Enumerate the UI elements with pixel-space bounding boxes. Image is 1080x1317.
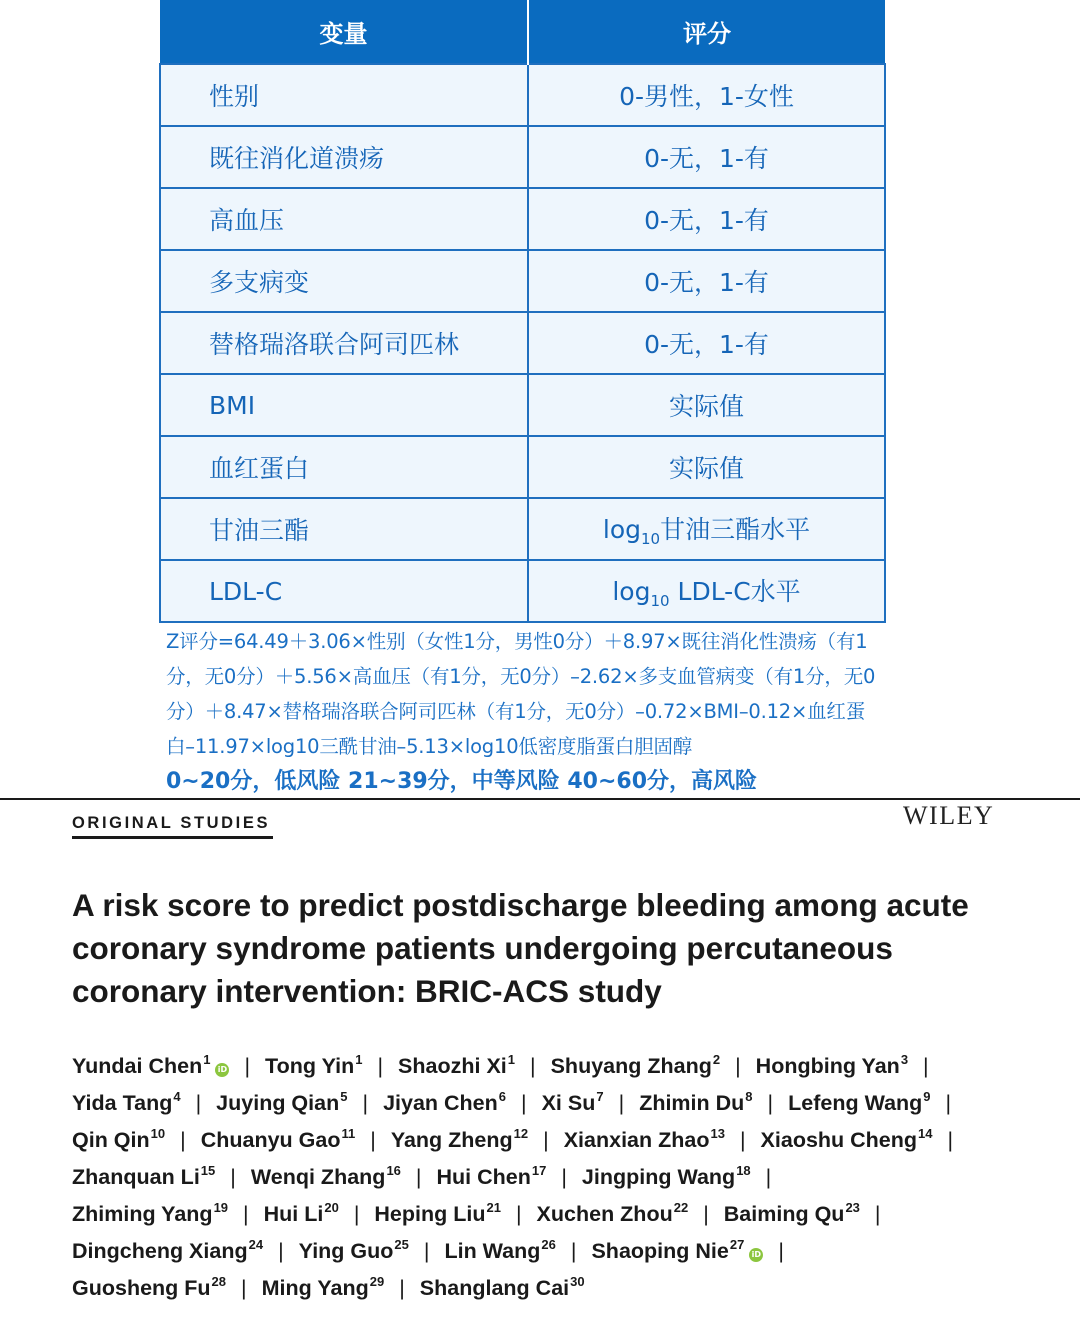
author-name[interactable] <box>420 1276 585 1300</box>
table-row <box>160 64 885 126</box>
score-cell: 0-无，1-有 <box>528 126 885 188</box>
score-cell: 0-无，1-有 <box>528 188 885 250</box>
author-text: Dingcheng Xiang <box>72 1239 248 1263</box>
author-separator: | <box>230 1165 236 1189</box>
affiliation-number: 24 <box>248 1237 264 1252</box>
affiliation-number: 5 <box>340 1089 348 1104</box>
author-name[interactable] <box>201 1128 356 1152</box>
score-text: 甘油三酯水平 <box>660 515 811 544</box>
author-separator: | <box>530 1054 536 1078</box>
author-separator: | <box>543 1128 549 1152</box>
variable-cell: 多支病变 <box>160 250 528 312</box>
author-name[interactable] <box>251 1165 401 1189</box>
table-row <box>160 498 885 560</box>
score-log-base: 10 <box>650 592 670 610</box>
author-text: Juying Qian <box>216 1091 340 1115</box>
variable-cell: 性别 <box>160 64 528 126</box>
score-cell: 0-无，1-有 <box>528 250 885 312</box>
author-separator: | <box>377 1054 384 1078</box>
score-table <box>159 0 886 623</box>
author-text: Lin Wang <box>444 1239 541 1263</box>
author-text: Zhanquan Li <box>72 1165 200 1189</box>
author-text: Chuanyu Gao <box>200 1128 341 1152</box>
author-text: Jiyan Chen <box>383 1091 498 1115</box>
affiliation-number: 8 <box>745 1089 753 1104</box>
author-text: Shaozhi Xi <box>398 1054 507 1078</box>
score-cell: 0-无，1-有 <box>528 312 885 374</box>
author-separator: | <box>244 1054 251 1078</box>
author-list <box>72 1048 1032 1307</box>
score-log: log <box>602 515 641 544</box>
author-separator: | <box>947 1128 954 1152</box>
affiliation-number: 7 <box>596 1089 604 1104</box>
author-text: Guosheng Fu <box>72 1276 211 1300</box>
score-text: LDL-C水平 <box>669 577 801 606</box>
author-name[interactable] <box>72 1239 263 1263</box>
author-name[interactable] <box>564 1128 725 1152</box>
author-separator: | <box>778 1239 784 1263</box>
risk-levels: 0~20分，低风险 21~39分，中等风险 40~60分，高风险 <box>166 769 758 794</box>
author-name[interactable] <box>444 1239 555 1263</box>
author-text: Zhiming Yang <box>72 1202 213 1226</box>
author-separator: | <box>399 1276 405 1300</box>
score-cell: 0-男性，1-女性 <box>528 64 885 126</box>
author-text: Jingping Wang <box>581 1165 736 1189</box>
score-cell: 实际值 <box>528 374 885 436</box>
variable-cell: 替格瑞洛联合阿司匹林 <box>160 312 528 374</box>
variable-cell: 既往消化道溃疡 <box>160 126 528 188</box>
author-separator: | <box>923 1054 929 1078</box>
author-separator: | <box>353 1202 360 1226</box>
author-name[interactable] <box>264 1202 339 1226</box>
author-name[interactable] <box>216 1091 347 1115</box>
author-separator: | <box>241 1276 247 1300</box>
author-separator: | <box>703 1202 709 1226</box>
author-separator: | <box>521 1091 527 1115</box>
divider <box>0 798 1080 800</box>
author-text: Hui Chen <box>436 1165 531 1189</box>
affiliation-number: 15 <box>200 1163 216 1178</box>
author-name[interactable] <box>72 1202 228 1226</box>
author-text: Yida Tang <box>72 1091 173 1115</box>
author-text: Hongbing Yan <box>755 1054 900 1078</box>
author-name[interactable] <box>262 1276 385 1300</box>
table-row <box>160 312 885 374</box>
affiliation-number: 19 <box>213 1200 229 1215</box>
author-separator: | <box>735 1054 741 1078</box>
variable-cell: BMI <box>160 374 528 436</box>
affiliation-number: 27 <box>729 1237 745 1252</box>
author-name[interactable] <box>639 1091 752 1115</box>
table-row <box>160 436 885 498</box>
table-row <box>160 560 885 622</box>
author-separator: | <box>362 1091 369 1115</box>
author-separator: | <box>415 1165 422 1189</box>
author-name[interactable] <box>582 1165 751 1189</box>
author-name[interactable] <box>72 1165 215 1189</box>
author-text: Heping Liu <box>374 1202 486 1226</box>
author-text: Ming Yang <box>261 1276 369 1300</box>
affiliation-number: 13 <box>710 1126 725 1141</box>
author-name[interactable] <box>391 1128 528 1152</box>
author-separator: | <box>767 1091 774 1115</box>
affiliation-number: 22 <box>673 1200 689 1215</box>
author-name[interactable] <box>537 1202 689 1226</box>
author-separator: | <box>739 1128 746 1152</box>
author-separator: | <box>180 1128 186 1152</box>
author-text: Shuyang Zhang <box>550 1054 712 1078</box>
author-separator: | <box>370 1128 376 1152</box>
section-underline <box>72 836 273 839</box>
variable-cell: 高血压 <box>160 188 528 250</box>
orcid-icon[interactable]: iD <box>215 1063 229 1077</box>
author-separator: | <box>243 1202 249 1226</box>
author-name[interactable] <box>398 1054 515 1078</box>
author-text: Qin Qin <box>72 1128 150 1152</box>
affiliation-number: 28 <box>211 1274 227 1289</box>
score-formula: Z评分=64.49＋3.06×性别（女性1分，男性0分）＋8.97×既往消化性溃疡（有1分，无0分）＋5.56×高血压（有1分，无0分）–2.62×多支血管病变（有1分，无0分）＋8.47×替格瑞洛联合阿司匹林（有1分，无0分）–0.72×BMI–0.12×血红蛋白–11.97×log10三酰甘油–5.13×log10低密度脂蛋白胆固醇 <box>166 630 876 758</box>
author-separator: | <box>618 1091 625 1115</box>
publisher-logo: WILEY <box>903 801 995 830</box>
affiliation-number: 29 <box>369 1274 385 1289</box>
author-text: Zhimin Du <box>639 1091 745 1115</box>
author-name[interactable] <box>756 1054 908 1078</box>
affiliation-number: 3 <box>900 1052 909 1067</box>
author-separator: | <box>515 1202 522 1226</box>
author-separator: | <box>561 1165 567 1189</box>
score-cell <box>528 498 885 560</box>
author-text: Tong Yin <box>265 1054 355 1078</box>
table-row <box>160 374 885 436</box>
affiliation-number: 25 <box>394 1237 409 1252</box>
author-text: Wenqi Zhang <box>250 1165 386 1189</box>
author-text: Xi Su <box>541 1091 596 1115</box>
author-name[interactable] <box>724 1202 860 1226</box>
affiliation-number: 11 <box>341 1126 356 1141</box>
table-row <box>160 188 885 250</box>
author-name[interactable] <box>374 1202 501 1226</box>
author-name[interactable] <box>72 1091 181 1115</box>
author-separator: | <box>278 1239 284 1263</box>
affiliation-number: 30 <box>570 1274 585 1289</box>
author-name[interactable] <box>761 1128 933 1152</box>
author-separator: | <box>874 1202 881 1226</box>
header-score: 评分 <box>528 0 885 64</box>
author-text: Shanglang Cai <box>419 1276 570 1300</box>
variable-cell: 血红蛋白 <box>160 436 528 498</box>
author-name[interactable] <box>542 1091 604 1115</box>
author-name[interactable] <box>265 1054 362 1078</box>
author-name[interactable] <box>72 1276 226 1300</box>
affiliation-number: 26 <box>541 1237 556 1252</box>
author-text: Xuchen Zhou <box>536 1202 673 1226</box>
affiliation-number: 23 <box>845 1200 860 1215</box>
variable-cell: 甘油三酯 <box>160 498 528 560</box>
author-name[interactable] <box>72 1128 165 1152</box>
affiliation-number: 18 <box>736 1163 751 1178</box>
table-row <box>160 126 885 188</box>
author-text: Baiming Qu <box>723 1202 845 1226</box>
affiliation-number: 6 <box>498 1089 506 1104</box>
author-text: Yundai Chen <box>72 1054 203 1078</box>
author-name[interactable] <box>591 1239 763 1263</box>
author-name[interactable] <box>551 1054 720 1078</box>
score-cell: 实际值 <box>528 436 885 498</box>
affiliation-number: 4 <box>173 1089 181 1104</box>
score-log-base: 10 <box>641 530 661 548</box>
section-label: ORIGINAL STUDIES <box>72 814 271 832</box>
affiliation-number: 14 <box>918 1126 933 1141</box>
author-separator: | <box>195 1091 202 1115</box>
table-header-row <box>160 0 885 64</box>
author-text: Hui Li <box>263 1202 324 1226</box>
score-cell <box>528 560 885 622</box>
paper-title: A risk score to predict postdischarge bleeding among acute coronary syndrome patients undergoing percutaneous coronary intervention: BRIC-ACS study <box>72 887 969 1009</box>
affiliation-number: 1 <box>507 1052 515 1067</box>
affiliation-number: 21 <box>486 1200 501 1215</box>
author-separator: | <box>945 1091 952 1115</box>
author-text: Lefeng Wang <box>788 1091 923 1115</box>
author-text: Shaoping Nie <box>591 1239 729 1263</box>
author-name[interactable] <box>72 1054 229 1078</box>
author-separator: | <box>765 1165 772 1189</box>
affiliation-number: 1 <box>355 1052 363 1067</box>
affiliation-number: 16 <box>386 1163 401 1178</box>
author-separator: | <box>423 1239 430 1263</box>
author-separator: | <box>570 1239 577 1263</box>
orcid-icon[interactable]: iD <box>749 1248 763 1262</box>
affiliation-number: 17 <box>531 1163 547 1178</box>
affiliation-number: 1 <box>203 1052 211 1067</box>
author-name[interactable] <box>788 1091 930 1115</box>
author-text: Yang Zheng <box>390 1128 513 1152</box>
table-row <box>160 250 885 312</box>
variable-cell: LDL-C <box>160 560 528 622</box>
affiliation-number: 20 <box>324 1200 339 1215</box>
affiliation-number: 2 <box>712 1052 721 1067</box>
author-name[interactable] <box>383 1091 506 1115</box>
affiliation-number: 9 <box>923 1089 931 1104</box>
author-text: Ying Guo <box>298 1239 394 1263</box>
author-name[interactable] <box>437 1165 547 1189</box>
score-log: log <box>612 577 651 606</box>
author-name[interactable] <box>299 1239 409 1263</box>
affiliation-number: 10 <box>150 1126 166 1141</box>
header-variable: 变量 <box>160 0 528 64</box>
author-text: Xiaoshu Cheng <box>760 1128 918 1152</box>
author-text: Xianxian Zhao <box>563 1128 710 1152</box>
affiliation-number: 12 <box>513 1126 529 1141</box>
